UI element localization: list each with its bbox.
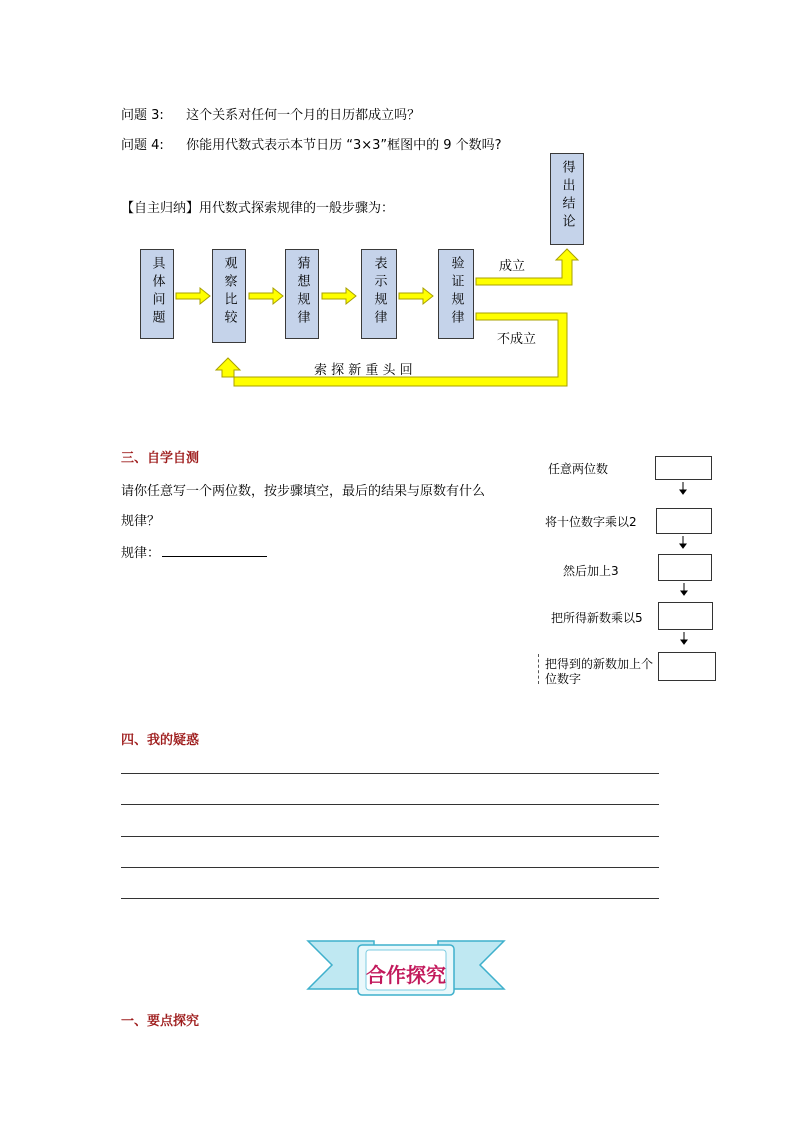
banner-title: 合作探究 [366,963,446,987]
writing-line-5[interactable] [121,898,659,899]
step-label-3: 然后加上3 [563,564,619,578]
self-test-prompt-line2: 规律？ [121,514,161,529]
key-points-heading: 一、要点探究 [121,1014,200,1029]
question-3-text: 这个关系对任何一个月的日历都成立吗？ [186,108,421,123]
step-text: 观察比较 [221,256,237,328]
fails-label: 不成立 [497,332,537,347]
self-test-heading: 三、自学自测 [121,451,200,466]
step-label-2: 将十位数字乘以2 [545,515,637,529]
step-label-1: 任意两位数 [548,462,609,476]
step-label-5a: 把得到的新数加上个 [545,657,654,671]
holds-label: 成立 [499,259,526,274]
question-4-label: 问题 4: [121,138,164,153]
writing-line-3[interactable] [121,836,659,837]
step-label-5b: 位数字 [545,672,582,686]
step-text: 猜想规律 [294,256,310,328]
self-test-prompt-line1: 请你任意写一个两位数，按步骤填空，最后的结果与原数有什么 [121,484,486,499]
doubts-heading: 四、我的疑惑 [121,733,200,748]
step-text: 验证规律 [448,256,464,328]
writing-line-1[interactable] [121,773,659,774]
step-label-4: 把所得新数乘以5 [551,611,643,625]
induction-heading: 【自主归纳】用代数式探索规律的一般步骤为： [121,201,395,216]
writing-line-2[interactable] [121,804,659,805]
loop-label: 索 探 新 重 头 回 [314,363,413,378]
step-text: 具体问题 [149,256,165,328]
step-text: 表示规律 [371,256,387,328]
question-4-text: 你能用代数式表示本节日历 “3×3”框图中的 9 个数吗? [186,138,502,153]
writing-line-4[interactable] [121,867,659,868]
step-text: 得出结论 [559,160,575,232]
question-3-label: 问题 3: [121,108,164,123]
rule-label: 规律： [121,546,161,561]
